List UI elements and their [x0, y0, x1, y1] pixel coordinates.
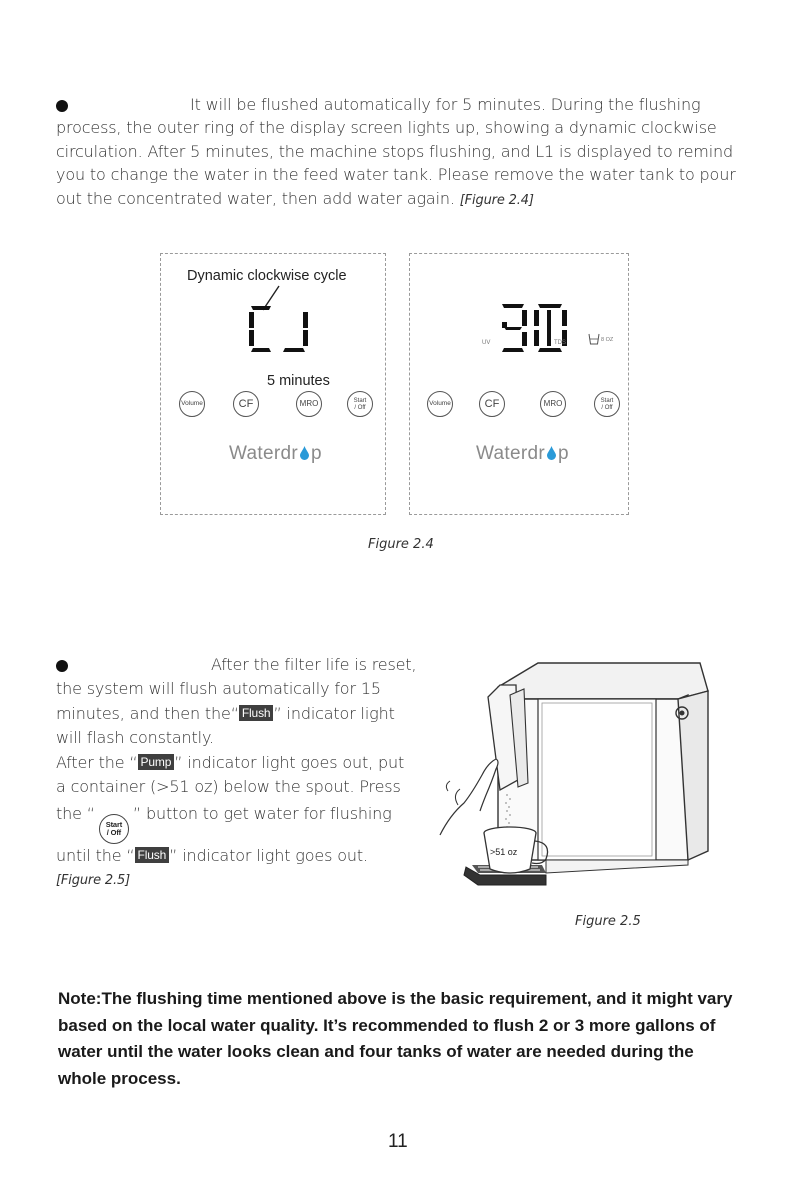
cf-button[interactable] [233, 391, 259, 417]
start-off-button[interactable] [594, 391, 620, 417]
figure-reference: [Figure 2.4] [459, 192, 534, 208]
start-off-icon [99, 814, 129, 844]
waterdrop-logo [229, 443, 322, 465]
section2-line [56, 802, 426, 844]
off-label: / Off [601, 404, 613, 411]
off-label: / Off [106, 828, 122, 838]
segment-display-c-l [245, 302, 315, 354]
volume-button[interactable] [179, 391, 205, 417]
uv-label: UV [482, 340, 491, 346]
volume-label: Volume [429, 399, 451, 407]
brand-text: Waterdr [476, 443, 545, 464]
volume-label: Volume [181, 399, 203, 407]
mro-button[interactable] [296, 391, 322, 417]
water-drop-icon [299, 445, 310, 460]
start-label: Start [353, 397, 367, 404]
cup-icon [588, 333, 600, 345]
start-off-button[interactable] [347, 391, 373, 417]
dynamic-cycle-annotation: Dynamic clockwise cycle [187, 268, 347, 284]
duration-label: 5 minutes [267, 373, 330, 389]
cf-label: CF [484, 397, 500, 410]
text-fragment: until the “ [56, 846, 135, 866]
text-fragment: ” indicator light goes out, put [174, 752, 405, 772]
mro-label: MRO [299, 399, 319, 408]
text-fragment: ” indicator light goes out. [169, 846, 368, 866]
brand-text-end: p [310, 443, 322, 464]
section2-line: After the filter life is reset, [211, 655, 417, 674]
off-label: / Off [354, 404, 366, 411]
note-paragraph: Note:The flushing time mentioned above is the basic requirement, and it might vary based on the local water quality. It’s recommended to flush 2 or 3 more gallons of water until the water looks clean and four tanks of water are needed during the whole process. [58, 989, 733, 1088]
figure-reference: [Figure 2.5] [56, 872, 131, 888]
text-fragment: After the “ [56, 752, 138, 772]
section2-line [56, 844, 426, 868]
figure-2-4-right-panel [409, 253, 629, 515]
text-fragment: the “ [56, 804, 95, 824]
section2-line: will flash constantly. [56, 728, 214, 748]
flush-indicator-badge: Flush [135, 847, 170, 863]
page-number: 11 [388, 1131, 408, 1152]
text-fragment: minutes, and then the“ [56, 703, 239, 723]
mro-button[interactable] [540, 391, 566, 417]
waterdrop-logo [476, 443, 569, 465]
section2-line: a container (>51 oz) below the spout. Press [56, 777, 401, 797]
flush-indicator-badge: Flush [239, 705, 274, 721]
volume-button[interactable] [427, 391, 453, 417]
mro-label: MRO [543, 399, 563, 408]
section1-text: It will be flushed automatically for 5 minutes. During the flushing process, the outer ring of the display screen lights up, showing a dynamic clockwise circulation. After 5 minutes, the machine stops flushing, and L1 is displayed to remind you to change the water in the feed water tank. Please remove the water tank to pour out the concentrated water, then add water again. [56, 95, 736, 208]
tds-label: TDS [554, 340, 566, 346]
water-drop-icon [546, 445, 557, 460]
text-fragment: ” indicator light [273, 703, 395, 723]
brand-text: Waterdr [229, 443, 298, 464]
cf-button[interactable] [479, 391, 505, 417]
figure-2-4-caption: Figure 2.4 [368, 537, 434, 552]
water-purifier-illustration [438, 655, 718, 915]
cup-capacity-label: >51 oz [490, 847, 518, 857]
start-label: Start [105, 820, 123, 830]
section2-line [56, 702, 426, 726]
figure-2-5-caption: Figure 2.5 [575, 914, 641, 929]
brand-text-end: p [557, 443, 569, 464]
text-fragment: ” button to get water for flushing [132, 804, 392, 824]
pump-indicator-badge: Pump [138, 754, 175, 770]
section2-line: the system will flush automatically for 15 [56, 679, 381, 699]
cf-label: CF [238, 397, 254, 410]
section2-line [56, 751, 426, 775]
section1-paragraph [56, 93, 746, 212]
section2-paragraph [56, 653, 426, 893]
oz-label: 8 OZ [601, 337, 614, 343]
figure-2-4-left-panel [160, 253, 386, 515]
start-label: Start [600, 397, 614, 404]
